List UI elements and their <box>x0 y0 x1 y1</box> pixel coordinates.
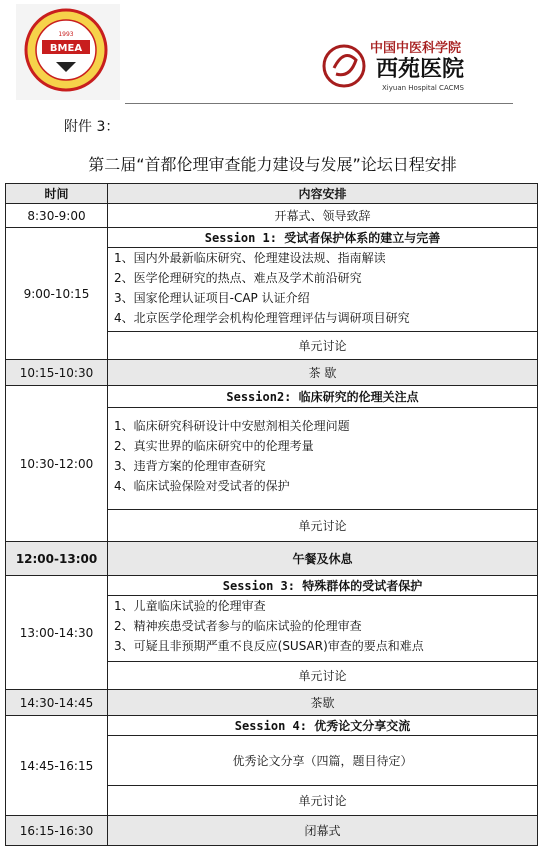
table-row <box>6 716 538 736</box>
table-row <box>6 690 538 716</box>
session-body: 优秀论文分享（四篇，题目待定） <box>108 736 538 786</box>
content-cell: 闭幕式 <box>108 816 538 846</box>
bmea-logo <box>16 4 120 100</box>
list-item: 2、医学伦理研究的热点、难点及学术前沿研究 <box>114 271 362 285</box>
header-time: 时间 <box>6 184 108 204</box>
time-cell: 14:30-14:45 <box>6 690 108 716</box>
content-cell: 茶 歇 <box>108 360 538 386</box>
session-title: Session 4: 优秀论文分享交流 <box>108 716 538 736</box>
table-row <box>6 576 538 596</box>
table-row <box>6 386 538 408</box>
discussion-cell: 单元讨论 <box>108 510 538 542</box>
logo-text: BMEA <box>49 43 83 54</box>
session-items <box>108 408 538 510</box>
content-cell: 开幕式、领导致辞 <box>108 204 538 228</box>
time-cell: 10:30-12:00 <box>6 386 108 542</box>
schedule-table <box>5 183 538 846</box>
session-title: Session 1: 受试者保护体系的建立与完善 <box>108 228 538 248</box>
time-cell: 8:30-9:00 <box>6 204 108 228</box>
list-item: 3、国家伦理认证项目-CAP 认证介绍 <box>114 291 310 305</box>
page-title: 第二届“首都伦理审查能力建设与发展”论坛日程安排 <box>88 155 457 174</box>
session-items <box>108 596 538 662</box>
content-cell: 茶歇 <box>108 690 538 716</box>
session-title: Session 3: 特殊群体的受试者保护 <box>108 576 538 596</box>
xiyuan-logo <box>322 38 522 96</box>
table-row <box>6 360 538 386</box>
content-cell: 午餐及休息 <box>108 542 538 576</box>
logo-sub: Xiyuan Hospital CACMS <box>382 84 464 92</box>
list-item: 2、精神疾患受试者参与的临床试验的伦理审查 <box>114 619 362 633</box>
time-cell: 9:00-10:15 <box>6 228 108 360</box>
list-item: 3、可疑且非预期严重不良反应(SUSAR)审查的要点和难点 <box>114 639 424 653</box>
logo-year: 1993 <box>58 31 74 38</box>
attachment-label: 附件 3： <box>64 119 120 135</box>
list-item: 1、国内外最新临床研究、伦理建设法规、指南解读 <box>114 251 386 265</box>
table-row <box>6 204 538 228</box>
table-header-row <box>6 184 538 204</box>
list-item: 3、违背方案的伦理审查研究 <box>114 459 266 473</box>
logo-org: 中国中医科学院 <box>370 41 462 56</box>
list-item: 1、儿童临床试验的伦理审查 <box>114 599 266 613</box>
list-item: 4、北京医学伦理学会机构伦理管理评估与调研项目研究 <box>114 311 410 325</box>
list-item: 4、临床试验保险对受试者的保护 <box>114 479 290 493</box>
time-cell: 16:15-16:30 <box>6 816 108 846</box>
discussion-cell: 单元讨论 <box>108 332 538 360</box>
logo-name: 西苑医院 <box>376 56 465 82</box>
discussion-cell: 单元讨论 <box>108 786 538 816</box>
table-row <box>6 542 538 576</box>
discussion-cell: 单元讨论 <box>108 662 538 690</box>
time-cell: 14:45-16:15 <box>6 716 108 816</box>
time-cell: 10:15-10:30 <box>6 360 108 386</box>
table-row <box>6 228 538 248</box>
list-item: 2、真实世界的临床研究中的伦理考量 <box>114 439 314 453</box>
session-items <box>108 248 538 332</box>
session-title: Session2: 临床研究的伦理关注点 <box>108 386 538 408</box>
time-cell: 12:00-13:00 <box>6 542 108 576</box>
time-cell: 13:00-14:30 <box>6 576 108 690</box>
header-divider <box>125 103 513 104</box>
list-item: 1、临床研究科研设计中安慰剂相关伦理问题 <box>114 419 350 433</box>
header-content: 内容安排 <box>108 184 538 204</box>
table-row <box>6 816 538 846</box>
